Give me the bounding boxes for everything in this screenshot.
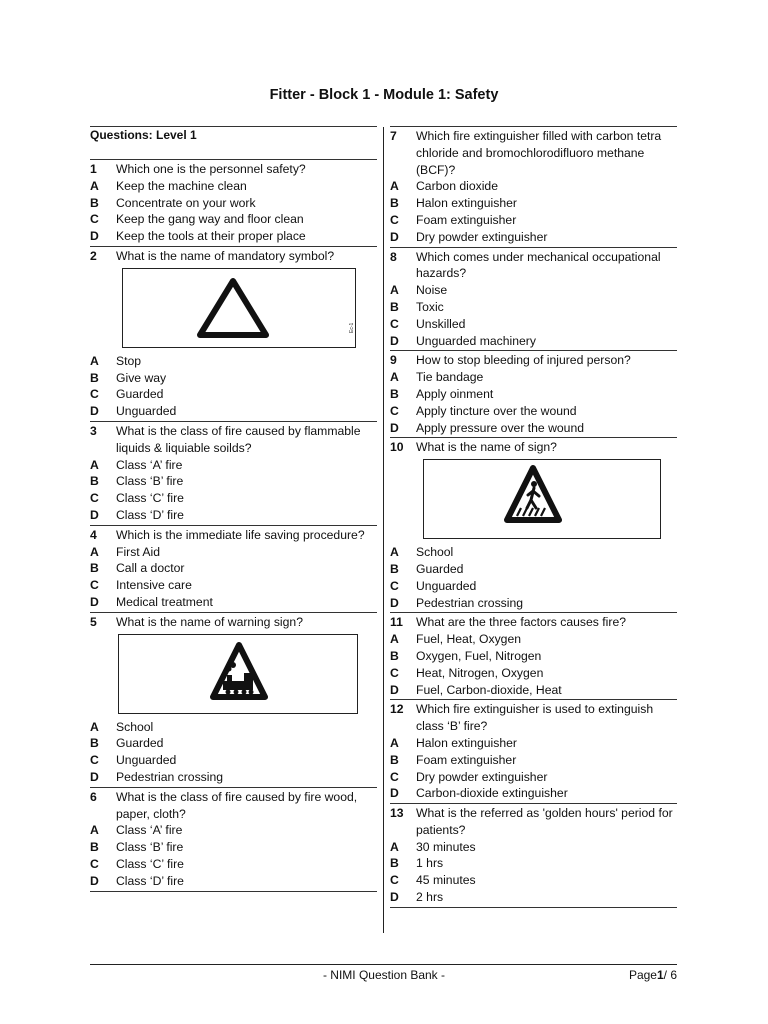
option-letter: D [390, 890, 399, 905]
option-text: Class ‘A’ fire [116, 457, 183, 472]
option-text: Halon extinguisher [416, 735, 517, 750]
question-2 [90, 246, 377, 421]
option-letter: D [390, 595, 399, 610]
answer-option [390, 369, 677, 386]
answer-option [390, 403, 677, 420]
answer-option [90, 353, 377, 370]
question-text: How to stop bleeding of injured person? [416, 353, 631, 368]
question-number: 4 [90, 527, 97, 542]
option-letter: D [390, 682, 399, 697]
question-text: What is the name of sign? [416, 440, 557, 455]
question-text: Which comes under mechanical occupational hazards? [416, 249, 661, 281]
option-letter: C [390, 873, 399, 888]
answer-option [390, 420, 677, 437]
answer-option [90, 577, 377, 594]
option-text: Oxygen, Fuel, Nitrogen [416, 648, 542, 663]
question-figure [122, 268, 356, 348]
option-letter: A [90, 544, 99, 559]
option-text: Unguarded [116, 753, 177, 768]
option-letter: A [90, 457, 99, 472]
option-text: Unskilled [416, 316, 466, 331]
question-3 [90, 421, 377, 525]
option-letter: C [90, 491, 99, 506]
option-text: Stop [116, 353, 142, 368]
answer-option [90, 594, 377, 611]
question-text: What is the referred as 'golden hours' period for patients? [416, 806, 673, 837]
option-text: Heat, Nitrogen, Oxygen [416, 665, 544, 680]
question-number: 2 [90, 248, 97, 263]
answer-option [390, 631, 677, 648]
option-text: Concentrate on your work [116, 195, 256, 210]
question-text: Which fire extinguisher filled with carbon tetra chloride and bromochlorodifluoro methane (BCF)? [416, 129, 662, 177]
question-number: 11 [390, 615, 403, 630]
answer-option [390, 889, 677, 906]
question-stem [90, 161, 377, 178]
option-letter: A [90, 353, 99, 368]
question-text: What is the name of mandatory symbol? [116, 248, 335, 263]
option-text: Class ‘B’ fire [116, 474, 184, 489]
option-text: Apply tincture over the wound [416, 403, 577, 418]
option-letter: B [90, 561, 99, 576]
answer-option [90, 473, 377, 490]
answer-option [90, 386, 377, 403]
answer-option [390, 178, 677, 195]
answer-option [90, 769, 377, 786]
option-text: Give way [116, 370, 167, 385]
option-text: Guarded [116, 736, 164, 751]
question-figure [423, 459, 661, 539]
answer-option [390, 785, 677, 802]
option-letter: A [90, 823, 99, 838]
option-letter: B [390, 299, 399, 314]
page-title: Fitter - Block 1 - Module 1: Safety [269, 87, 499, 103]
option-letter: C [90, 578, 99, 593]
question-number: 12 [390, 702, 404, 717]
option-text: Keep the gang way and floor clean [116, 212, 304, 227]
option-letter: A [390, 283, 399, 298]
option-letter: C [90, 212, 99, 227]
section-heading: Questions: Level 1 [90, 126, 377, 159]
answer-option [390, 299, 677, 316]
option-text: Class ‘D’ fire [116, 873, 184, 888]
question-number: 13 [390, 806, 404, 821]
option-text: 30 minutes [416, 839, 476, 854]
option-letter: C [390, 316, 399, 331]
answer-option [90, 752, 377, 769]
option-text: Call a doctor [116, 561, 185, 576]
option-text: Tie bandage [416, 370, 484, 385]
option-text: Carbon dioxide [416, 179, 498, 194]
footer-label: - NIMI Question Bank - [322, 968, 446, 982]
option-letter: C [390, 665, 399, 680]
column-divider [383, 127, 384, 933]
question-stem [90, 423, 377, 457]
option-letter: C [390, 212, 399, 227]
option-text: Foam extinguisher [416, 212, 517, 227]
question-stem [390, 805, 677, 839]
option-letter: A [390, 735, 399, 750]
answer-option [390, 752, 677, 769]
question-stem [390, 614, 677, 631]
option-letter: D [90, 404, 99, 419]
answer-option [390, 682, 677, 699]
option-text: Fuel, Heat, Oxygen [416, 632, 521, 647]
option-letter: A [390, 179, 399, 194]
option-text: First Aid [116, 544, 161, 559]
option-letter: C [390, 578, 399, 593]
answer-option [390, 855, 677, 872]
question-stem [390, 439, 677, 456]
option-letter: D [390, 333, 399, 348]
option-letter: D [390, 420, 399, 435]
left-column [90, 126, 377, 892]
option-letter: B [90, 736, 99, 751]
option-text: Keep the machine clean [116, 178, 247, 193]
option-letter: B [390, 856, 399, 871]
option-text: School [116, 719, 154, 734]
question-1 [90, 159, 377, 246]
option-text: Class ‘D’ fire [116, 507, 184, 522]
question-stem [90, 789, 377, 823]
question-6 [90, 787, 377, 891]
question-stem [390, 128, 677, 178]
option-letter: B [90, 195, 99, 210]
question-11 [390, 612, 677, 699]
option-text: Unguarded machinery [416, 333, 536, 348]
option-text: Medical treatment [116, 594, 213, 609]
question-number: 10 [390, 440, 404, 455]
option-letter: B [90, 474, 99, 489]
option-letter: B [90, 370, 99, 385]
answer-option [390, 561, 677, 578]
question-4 [90, 525, 377, 612]
option-text: Foam extinguisher [416, 752, 517, 767]
answer-option [90, 370, 377, 387]
option-letter: C [390, 403, 399, 418]
page-prefix: Page [628, 968, 657, 982]
option-letter: D [390, 786, 399, 801]
option-text: 2 hrs [416, 890, 444, 905]
question-stem [390, 352, 677, 369]
option-text: Pedestrian crossing [416, 595, 524, 610]
option-text: Dry powder extinguisher [416, 229, 548, 244]
option-letter: A [390, 370, 399, 385]
answer-option [390, 544, 677, 561]
option-text: Halon extinguisher [416, 196, 517, 211]
option-letter: B [390, 386, 399, 401]
option-text: Intensive care [116, 578, 192, 593]
answer-option [390, 735, 677, 752]
option-letter: B [390, 752, 399, 767]
answer-option [90, 403, 377, 420]
option-letter: C [90, 387, 99, 402]
answer-option [90, 560, 377, 577]
answer-option [90, 735, 377, 752]
answer-option [390, 665, 677, 682]
answer-option [90, 507, 377, 524]
answer-option [90, 211, 377, 228]
question-text: Which is the immediate life saving procedure? [116, 527, 365, 542]
question-number: 5 [90, 614, 97, 629]
question-12 [390, 699, 677, 803]
answer-option [90, 856, 377, 873]
option-text: School [416, 545, 454, 560]
option-text: Keep the tools at their proper place [116, 229, 306, 244]
page-suffix: / 6 [663, 968, 677, 982]
question-stem [390, 701, 677, 735]
answer-option [90, 873, 377, 890]
answer-option [390, 839, 677, 856]
option-text: Guarded [416, 561, 464, 576]
question-text: Which one is the personnel safety? [116, 162, 306, 176]
question-10 [390, 437, 677, 612]
option-letter: D [90, 507, 99, 522]
option-letter: A [90, 719, 99, 734]
option-text: Pedestrian crossing [116, 769, 224, 784]
option-text: Carbon-dioxide extinguisher [416, 786, 568, 801]
option-letter: D [90, 873, 99, 888]
option-text: Class ‘C’ fire [116, 856, 184, 871]
option-text: Toxic [416, 299, 444, 314]
question-stem [90, 527, 377, 544]
option-text: Unguarded [116, 404, 177, 419]
answer-option [390, 282, 677, 299]
option-letter: A [390, 545, 399, 560]
option-letter: B [390, 561, 399, 576]
answer-option [390, 212, 677, 229]
option-letter: B [390, 196, 399, 211]
page-current: 1 [656, 968, 664, 982]
question-stem [390, 249, 677, 283]
answer-option [90, 195, 377, 212]
answer-option [390, 386, 677, 403]
answer-option [90, 178, 377, 195]
option-letter: D [390, 229, 399, 244]
question-8 [390, 247, 677, 351]
option-letter: C [90, 856, 99, 871]
question-text: Which fire extinguisher is used to extinguish class ‘B’ fire? [416, 702, 654, 734]
answer-option [90, 719, 377, 736]
option-text: Dry powder extinguisher [416, 769, 548, 784]
option-letter: A [390, 632, 399, 647]
answer-option [90, 544, 377, 561]
option-text: 45 minutes [416, 873, 476, 888]
question-text: What is the name of warning sign? [116, 614, 303, 629]
answer-option [90, 457, 377, 474]
question-5 [90, 612, 377, 787]
option-text: Fuel, Carbon-dioxide, Heat [416, 682, 562, 697]
option-text: Class ‘A’ fire [116, 823, 183, 838]
option-text: Noise [416, 283, 448, 298]
question-stem [90, 614, 377, 631]
answer-option [390, 195, 677, 212]
option-letter: A [90, 178, 99, 193]
question-9 [390, 350, 677, 437]
svg-text:Ec-1: Ec-1 [349, 322, 355, 333]
right-column [390, 126, 677, 908]
question-text: What is the class of fire caused by fire wood, paper, cloth? [116, 789, 358, 821]
page-number [629, 968, 677, 982]
question-number: 1 [90, 162, 97, 176]
question-number: 3 [90, 423, 97, 438]
option-letter: D [90, 229, 99, 244]
option-letter: C [390, 769, 399, 784]
answer-option [90, 822, 377, 839]
answer-option [390, 595, 677, 612]
question-figure [118, 634, 358, 714]
option-text: Class ‘C’ fire [116, 491, 184, 506]
answer-option [390, 872, 677, 889]
question-number: 9 [390, 353, 397, 368]
option-text: 1 hrs [416, 856, 444, 871]
question-number: 8 [390, 249, 397, 264]
option-text: Apply oinment [416, 386, 494, 401]
question-stem [90, 248, 377, 265]
option-text: Apply pressure over the wound [416, 420, 585, 435]
answer-option [90, 228, 377, 245]
column-end-rule [390, 907, 677, 908]
answer-option [390, 229, 677, 246]
answer-option [390, 316, 677, 333]
question-text: What is the class of fire caused by flammable liquids & liquiable soilds? [116, 423, 361, 455]
option-letter: A [390, 839, 399, 854]
option-letter: B [390, 648, 399, 663]
question-7 [390, 126, 677, 247]
answer-option [90, 490, 377, 507]
answer-option [390, 769, 677, 786]
answer-option [390, 578, 677, 595]
answer-option [390, 333, 677, 350]
footer-rule [90, 964, 677, 965]
option-letter: B [90, 840, 99, 855]
column-end-rule [90, 891, 377, 892]
question-13 [390, 803, 677, 907]
question-text: What are the three factors causes fire? [416, 615, 626, 630]
answer-option [390, 648, 677, 665]
option-text: Class ‘B’ fire [116, 840, 184, 855]
option-letter: C [90, 753, 99, 768]
answer-option [90, 839, 377, 856]
question-number: 6 [90, 789, 97, 804]
option-text: Unguarded [416, 578, 477, 593]
question-number: 7 [390, 129, 397, 143]
option-text: Guarded [116, 387, 164, 402]
option-letter: D [90, 769, 99, 784]
option-letter: D [90, 594, 99, 609]
